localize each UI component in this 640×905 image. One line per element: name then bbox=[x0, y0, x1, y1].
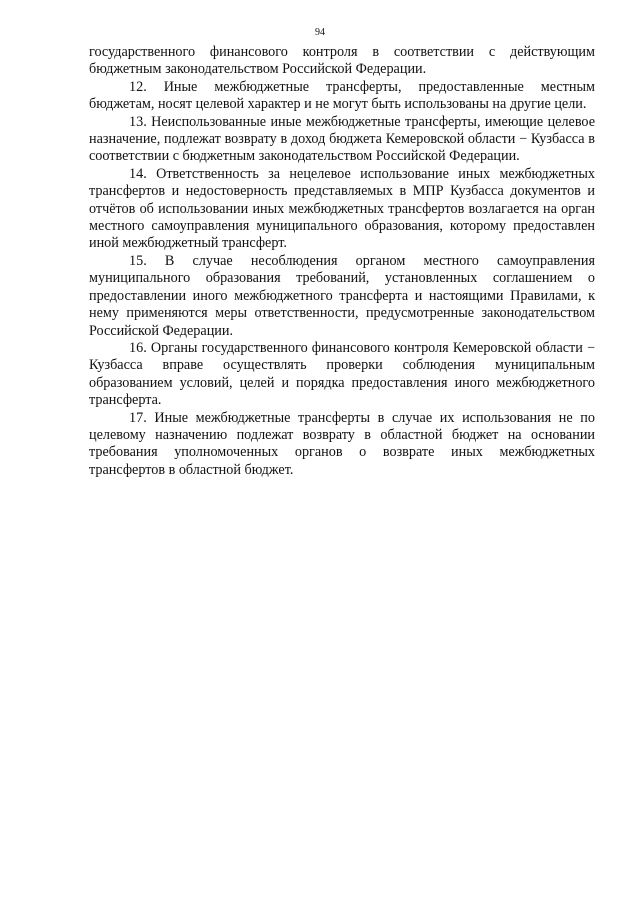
document-body bbox=[89, 44, 595, 479]
paragraph-17: 17. Иные межбюджетные трансферты в случае их использования не по целевому назначению подлежат возврату в областной бюджет на основании требования уполномоченных органов о возврате иных межбюджетных трансфертов в областной бюджет. bbox=[89, 409, 595, 478]
paragraph-15: 15. В случае несоблюдения органом местного самоуправления муниципального образования требований, установленных соглашением о предоставлении иного межбюджетного трансферта и настоящими Правилами, к нему применяются меры ответственности, предусмотренные законодательством Российской Федерации. bbox=[89, 252, 595, 339]
paragraph-continuation: государственного финансового контроля в соответствии с действующим бюджетным законодательством Российской Федерации. bbox=[89, 44, 595, 78]
paragraph-16: 16. Органы государственного финансового контроля Кемеровской области − Кузбасса вправе осуществлять проверки соблюдения муниципальным образованием условий, целей и порядка предоставления иного межбюджетного трансферта. bbox=[89, 339, 595, 409]
page-number: 94 bbox=[315, 27, 325, 38]
paragraph-13: 13. Неиспользованные иные межбюджетные трансферты, имеющие целевое назначение, подлежат возврату в доход бюджета Кемеровской области − Кузбасса в соответствии с бюджетным законодательством Российской Федерации. bbox=[89, 113, 595, 165]
paragraph-12: 12. Иные межбюджетные трансферты, предоставленные местным бюджетам, носят целевой характер и не могут быть использованы на другие цели. bbox=[89, 78, 595, 113]
paragraph-14: 14. Ответственность за нецелевое использование иных межбюджетных трансфертов и недостоверность представляемых в МПР Кузбасса документов и отчётов об использовании иных межбюджетных трансфертов возлагается на орган местного самоуправления муниципального образования, которому предоставлен иной межбюджетный трансферт. bbox=[89, 165, 595, 252]
